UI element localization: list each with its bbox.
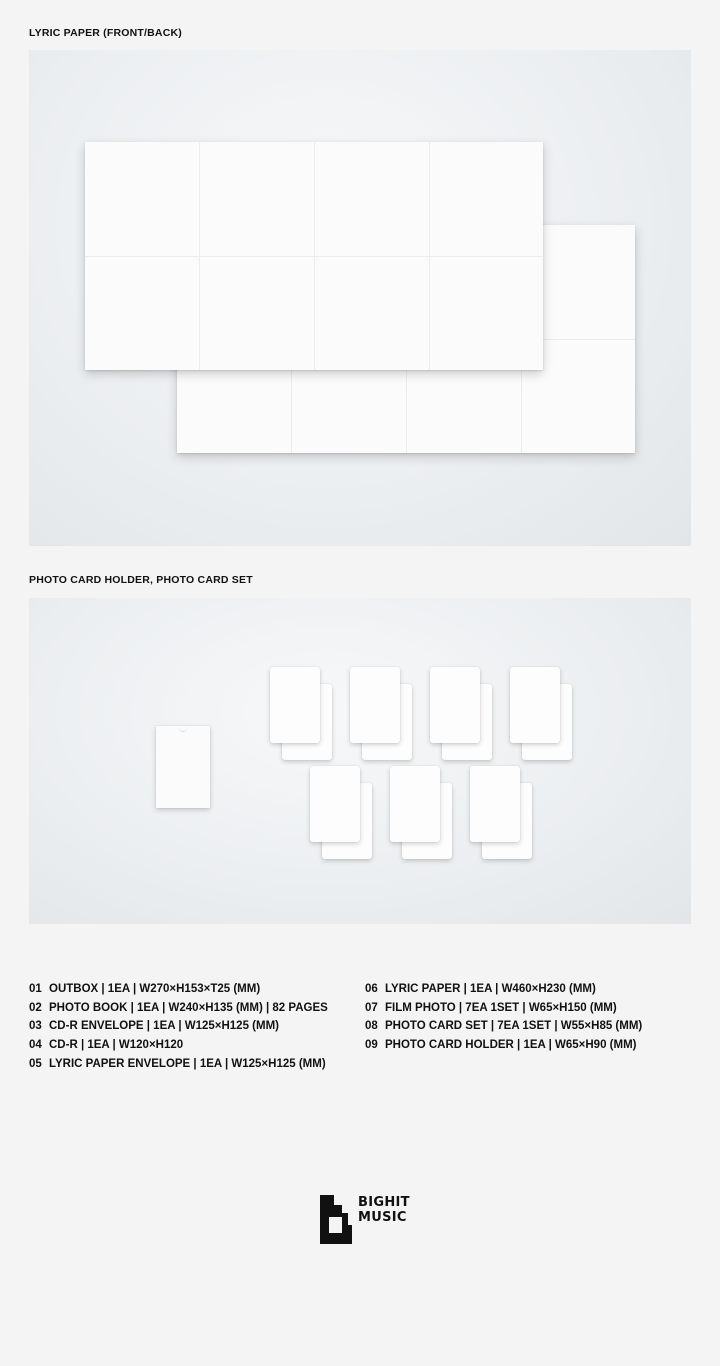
spec-number: 01: [29, 983, 42, 995]
photo-card: [470, 766, 520, 842]
photo-card-title: PHOTO CARD HOLDER, PHOTO CARD SET: [29, 574, 253, 586]
spec-number: 05: [29, 1057, 42, 1070]
photo-card: [390, 766, 440, 842]
spec-list-left: [29, 980, 328, 1074]
photo-card: [350, 667, 400, 743]
photo-card: [310, 766, 360, 842]
bighit-logo-icon: [320, 1195, 352, 1244]
spec-text: PHOTO CARD SET | 7EA 1SET | W55×H85 (MM): [385, 1020, 643, 1033]
spec-item: [365, 980, 642, 999]
spec-item: [365, 1036, 642, 1055]
photo-card: [430, 667, 480, 743]
spec-number: 09: [365, 1039, 378, 1052]
spec-number: 06: [365, 983, 378, 995]
spec-item: [29, 1017, 328, 1036]
spec-item: [29, 999, 328, 1018]
logo-line-1: BIGHIT: [358, 1195, 410, 1210]
spec-text: CD-R | 1EA | W120×H120: [49, 1039, 184, 1052]
spec-number: 03: [29, 1020, 42, 1033]
lyric-paper-front: [85, 142, 543, 370]
spec-text: PHOTO CARD HOLDER | 1EA | W65×H90 (MM): [385, 1039, 637, 1052]
spec-number: 07: [365, 1001, 378, 1014]
logo-wordmark: [358, 1195, 410, 1225]
lyric-paper-title: LYRIC PAPER (FRONT/BACK): [29, 27, 182, 39]
spec-item: [29, 1036, 328, 1055]
spec-item: [29, 980, 328, 999]
photo-card-holder: [156, 726, 210, 808]
photo-card: [270, 667, 320, 743]
spec-item: [365, 1017, 642, 1036]
spec-item: [365, 999, 642, 1018]
spec-text: LYRIC PAPER | 1EA | W460×H230 (MM): [385, 983, 596, 995]
spec-number: 04: [29, 1039, 42, 1052]
spec-list-right: [365, 980, 642, 1055]
spec-text: OUTBOX | 1EA | W270×H153×T25 (MM): [49, 983, 261, 995]
photo-card-image: [29, 598, 691, 924]
spec-number: 02: [29, 1001, 42, 1014]
spec-text: PHOTO BOOK | 1EA | W240×H135 (MM) | 82 PAGES: [49, 1001, 328, 1014]
photo-card: [510, 667, 560, 743]
spec-number: 08: [365, 1020, 378, 1033]
spec-text: CD-R ENVELOPE | 1EA | W125×H125 (MM): [49, 1020, 279, 1033]
spec-text: FILM PHOTO | 7EA 1SET | W65×H150 (MM): [385, 1001, 617, 1014]
bighit-music-logo: [320, 1195, 410, 1244]
spec-item: [29, 1055, 328, 1074]
lyric-paper-image: [29, 50, 691, 546]
logo-line-2: MUSIC: [358, 1210, 407, 1225]
spec-text: LYRIC PAPER ENVELOPE | 1EA | W125×H125 (MM): [49, 1057, 326, 1070]
